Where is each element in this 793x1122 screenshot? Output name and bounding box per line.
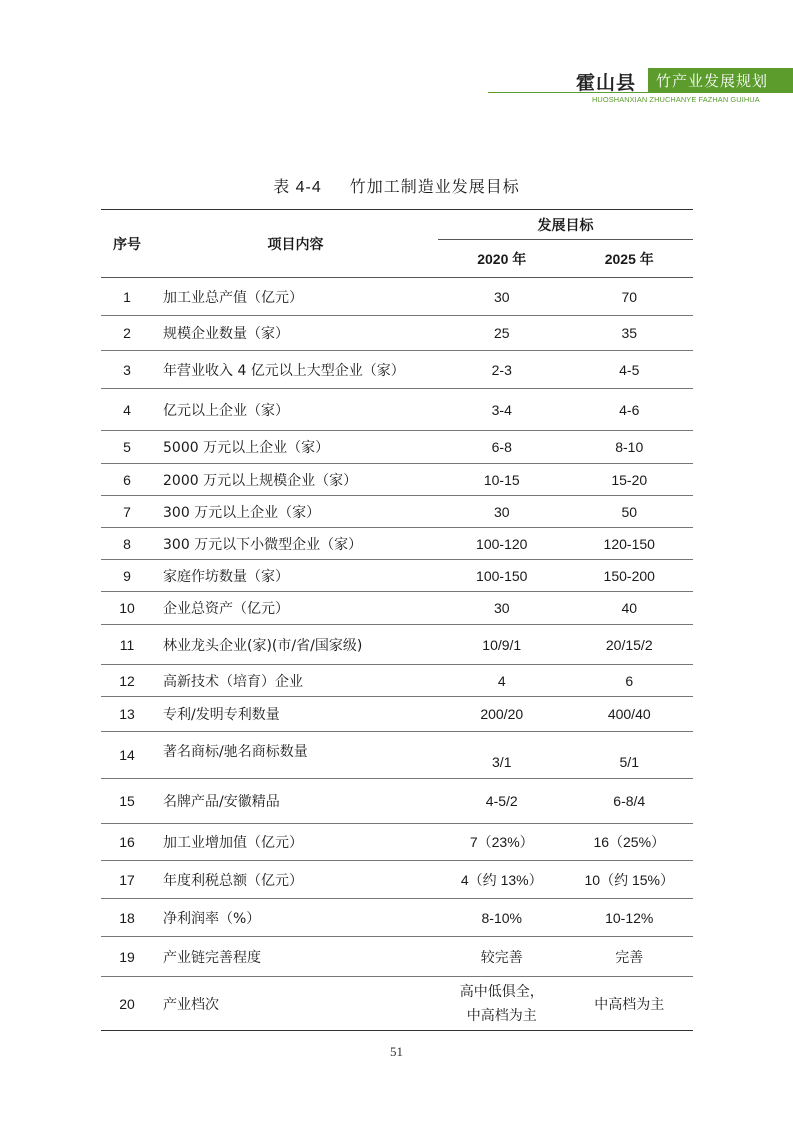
cell-2020: 2-3: [438, 351, 566, 389]
cell-2020: 7（23%）: [438, 824, 566, 861]
header-seq: 序号: [101, 210, 153, 278]
cell-item: 企业总资产（亿元）: [153, 592, 438, 625]
table-row: [101, 779, 693, 824]
cell-2025: 中高档为主: [566, 977, 694, 1031]
cell-item: 产业链完善程度: [153, 937, 438, 977]
header-2020: 2020 年: [438, 240, 566, 278]
cell-seq: 6: [101, 464, 153, 496]
cell-2025: 10-12%: [566, 899, 694, 937]
table-row: [101, 389, 693, 431]
table-row: [101, 431, 693, 464]
cell-2020: 100-150: [438, 560, 566, 592]
cell-seq: 7: [101, 496, 153, 528]
cell-2025: 完善: [566, 937, 694, 977]
cell-seq: 8: [101, 528, 153, 560]
table-row: [101, 824, 693, 861]
table-row: [101, 977, 693, 1031]
cell-2025: 4-5: [566, 351, 694, 389]
table-row: [101, 496, 693, 528]
header-goal: 发展目标: [438, 210, 693, 240]
page-number: 51: [390, 1044, 403, 1059]
cell-2025: 20/15/2: [566, 625, 694, 665]
cell-item: 名牌产品/安徽精品: [153, 779, 438, 824]
cell-item: 2000 万元以上规模企业（家）: [153, 464, 438, 496]
cell-2025: 5/1: [566, 732, 694, 779]
cell-item: 300 万元以上企业（家）: [153, 496, 438, 528]
cell-item: 规模企业数量（家）: [153, 316, 438, 351]
header-2025: 2025 年: [566, 240, 694, 278]
cell-2025: 50: [566, 496, 694, 528]
table-row: [101, 316, 693, 351]
cell-2020: 3-4: [438, 389, 566, 431]
cell-2025: 8-10: [566, 431, 694, 464]
cell-2020: 10/9/1: [438, 625, 566, 665]
cell-seq: 9: [101, 560, 153, 592]
cell-2020: 4: [438, 665, 566, 697]
table-title-label: 表 4-4: [273, 179, 322, 196]
cell-item: 加工业总产值（亿元）: [153, 278, 438, 316]
table-row: [101, 351, 693, 389]
cell-item: 年度利税总额（亿元）: [153, 861, 438, 899]
cell-item: 加工业增加值（亿元）: [153, 824, 438, 861]
cell-item: 亿元以上企业（家）: [153, 389, 438, 431]
cell-2020: 4-5/2: [438, 779, 566, 824]
cell-seq: 13: [101, 697, 153, 732]
table-title: [0, 174, 793, 197]
cell-seq: 11: [101, 625, 153, 665]
cell-2020: 200/20: [438, 697, 566, 732]
table-row: [101, 861, 693, 899]
cell-2025: 35: [566, 316, 694, 351]
table-row: [101, 528, 693, 560]
cell-item: 林业龙头企业(家)(市/省/国家级): [153, 625, 438, 665]
cell-2025: 10（约 15%）: [566, 861, 694, 899]
table-row: [101, 464, 693, 496]
cell-2025: 120-150: [566, 528, 694, 560]
table-row: [101, 937, 693, 977]
cell-2020: [438, 977, 566, 1031]
cell-2020-line1: 高中低俱全，: [459, 983, 544, 1000]
cell-2020: 30: [438, 278, 566, 316]
cell-2020: 8-10%: [438, 899, 566, 937]
cell-item: 产业档次: [153, 977, 438, 1031]
cell-seq: 3: [101, 351, 153, 389]
cell-2025: 4-6: [566, 389, 694, 431]
cell-seq: 1: [101, 278, 153, 316]
table-row: [101, 592, 693, 625]
cell-2025: 400/40: [566, 697, 694, 732]
cell-seq: 14: [101, 732, 153, 779]
cell-2020: 较完善: [438, 937, 566, 977]
table-row: [101, 899, 693, 937]
cell-item: 专利/发明专利数量: [153, 697, 438, 732]
header-row: [101, 210, 693, 240]
page-header: [488, 66, 793, 106]
cell-2020: 100-120: [438, 528, 566, 560]
cell-seq: 5: [101, 431, 153, 464]
cell-item: 300 万元以下小微型企业（家）: [153, 528, 438, 560]
cell-2020: 10-15: [438, 464, 566, 496]
table-row: [101, 278, 693, 316]
plan-title-pinyin: HUOSHANXIAN ZHUCHANYE FAZHAN GUIHUA: [592, 95, 760, 104]
table-row: [101, 732, 693, 779]
cell-seq: 15: [101, 779, 153, 824]
table-row: [101, 560, 693, 592]
development-goals-table: [101, 209, 693, 1031]
cell-seq: 4: [101, 389, 153, 431]
header-rule: [488, 92, 793, 93]
cell-seq: 18: [101, 899, 153, 937]
cell-2020: 30: [438, 592, 566, 625]
cell-item: 年营业收入 4 亿元以上大型企业（家）: [153, 351, 438, 389]
cell-2020: 30: [438, 496, 566, 528]
table-row: [101, 665, 693, 697]
cell-seq: 10: [101, 592, 153, 625]
cell-2020: 3/1: [438, 732, 566, 779]
cell-2020-line2: 中高档为主: [466, 1007, 537, 1024]
cell-2025: 70: [566, 278, 694, 316]
county-name: 霍山县: [576, 72, 637, 94]
cell-item: 高新技术（培育）企业: [153, 665, 438, 697]
cell-2020: 4（约 13%）: [438, 861, 566, 899]
cell-seq: 16: [101, 824, 153, 861]
cell-seq: 20: [101, 977, 153, 1031]
cell-2025: 150-200: [566, 560, 694, 592]
cell-item: 5000 万元以上企业（家）: [153, 431, 438, 464]
cell-item: 家庭作坊数量（家）: [153, 560, 438, 592]
header-item: 项目内容: [153, 210, 438, 278]
table-row: [101, 625, 693, 665]
cell-2025: 15-20: [566, 464, 694, 496]
cell-seq: 12: [101, 665, 153, 697]
cell-item: 净利润率（%）: [153, 899, 438, 937]
cell-2025: 6: [566, 665, 694, 697]
cell-item: 著名商标/驰名商标数量: [153, 732, 438, 779]
table-row: [101, 697, 693, 732]
cell-2025: 6-8/4: [566, 779, 694, 824]
cell-seq: 2: [101, 316, 153, 351]
cell-seq: 17: [101, 861, 153, 899]
cell-seq: 19: [101, 937, 153, 977]
cell-2020: 6-8: [438, 431, 566, 464]
cell-2025: 40: [566, 592, 694, 625]
cell-2025: 16（25%）: [566, 824, 694, 861]
cell-2020: 25: [438, 316, 566, 351]
table-title-text: 竹加工制造业发展目标: [349, 177, 520, 196]
plan-title: 竹产业发展规划: [656, 72, 769, 90]
